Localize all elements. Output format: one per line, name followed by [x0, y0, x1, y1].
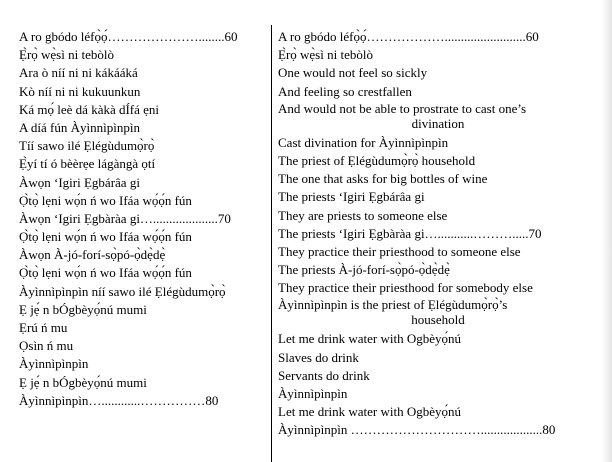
translation-line-text: The priests À-jó-forí-sọ̀pó-ọ̀dẹ̀dẹ̀ — [278, 262, 450, 278]
translation-line — [278, 330, 598, 348]
verse-line: Ara ò níí ni ni kákááká — [19, 65, 138, 81]
translation-line — [278, 170, 598, 188]
translation-line-continuation: household — [411, 312, 465, 328]
verse-line: A ro gbódo léfọ̀ọ́…………………........60 — [19, 29, 238, 44]
translation-line-text: They practice their priesthood for somebody else — [278, 280, 533, 296]
translation-line — [278, 421, 598, 439]
verse-line: Àwọn À-jó-forí-sọ̀pó-ọ̀dẹ̀dẹ̀ — [19, 247, 166, 263]
translation-line-text: And would not be able to prostrate to cast one’s — [278, 100, 527, 116]
translation-line — [278, 134, 598, 152]
translation-line — [278, 188, 598, 206]
verse-line: Ọ̀tọ̀ lẹni wọ́n ń wo Ifáa wọ́ọ́n fún — [19, 265, 192, 281]
translation-line — [278, 367, 598, 385]
translation-line-text: And feeling so crestfallen — [278, 83, 412, 99]
translation-line-continuation: divination — [411, 115, 465, 131]
translation-line-text: Slaves do drink — [278, 349, 359, 365]
translation-line-text: A ro gbódo léfọ̀ọ́……………….........................60 — [278, 29, 539, 44]
verse-line: Àyìnnìpìnpìn — [19, 356, 89, 372]
translation-line — [278, 83, 598, 101]
translation-line — [278, 385, 598, 403]
verse-line: A díá fún Àyìnnìpìnpìn — [19, 119, 140, 135]
verse-line: Ẹ jẹ́ n bÓgbèyọ́nú mumi — [19, 374, 147, 390]
translation-line — [278, 101, 598, 131]
verse-line: Ẹrú ń mu — [19, 320, 68, 335]
translation-line — [278, 243, 598, 261]
translation-line-text: Cast divination for Àyìnnìpìnpìn — [278, 134, 449, 150]
translation-line — [278, 207, 598, 225]
column-divider — [271, 25, 272, 462]
translation-line-text: The priest of Ẹlégùdumọ̀rọ̀ household — [278, 152, 476, 168]
verse-line: Kò níí ni ni kukuunkun — [19, 83, 141, 99]
verse-line: Ọ̀tọ̀ lẹni wọ́n ń wo Ifáa wọ́ọ́n fún — [19, 192, 192, 208]
verse-line: Ọ̀tọ̀ lẹni wọ́n ń wo Ifáa wọ́ọ́n fún — [19, 229, 192, 245]
translation-line-text: Àyìnnìpìnpìn …………………………...................80 — [278, 422, 556, 438]
translation-line-text: One would not feel so sickly — [278, 65, 428, 81]
translation-line-text: The priests ‘Igiri Ẹgbàràa gi…...........……….....70 — [278, 225, 542, 241]
translation-line — [278, 225, 598, 243]
translation-line — [278, 297, 598, 327]
verse-line: Àyìnnìpìnpìn…............……………80 — [19, 392, 219, 408]
translation-line — [278, 152, 598, 170]
translation-line-text: Ẹ̀rọ̀ wẹ̀sì ni tebòlò — [278, 47, 373, 63]
translation-line — [278, 403, 598, 421]
verse-line: Ọsìn ń mu — [19, 338, 74, 354]
verse-line: Ẹ̀yí tí ó bèèrẹe lágàngà ọtí — [19, 156, 156, 172]
translation-line-text: The priests ‘Igiri Ẹgbárâa gi — [278, 189, 425, 205]
translation-line-text: Let me drink water with Ogbèyọ́nú — [278, 331, 462, 347]
translation-line-text: Servants do drink — [278, 367, 370, 383]
translation-line — [278, 349, 598, 367]
verse-line: Ẹ jẹ́ n bÓgbèyọ́nú mumi — [19, 301, 147, 317]
verse-line: Àwọn ‘Igiri Ẹgbárâa gi — [19, 174, 140, 190]
translation-line — [278, 28, 598, 46]
translation-line-text: Àyìnnìpìnpìn — [278, 386, 348, 401]
translation-line — [278, 261, 598, 279]
verse-line: Àwọn ‘Igiri Ẹgbàràa gi…....................70 — [19, 210, 231, 226]
translation-line — [278, 64, 598, 82]
verse-line: Ká mọ́ leè dá kàkà dÍfá ẹni — [19, 101, 160, 117]
translation-line-text: They are priests to someone else — [278, 207, 448, 223]
english-translation-column — [278, 28, 598, 440]
verse-line: Tíí sawo ilé Ẹlégùdumọ̀rọ̀ — [19, 138, 155, 154]
translation-line-text: Let me drink water with Ogbèyọ́nú — [278, 404, 462, 420]
translation-line-text: Àyìnnìpìnpìn is the priest of Ẹlégùdumọ̀rọ̀’s — [278, 297, 508, 313]
translation-line-text: They practice their priesthood to someone else — [278, 243, 521, 259]
translation-line — [278, 279, 598, 297]
translation-line — [278, 46, 598, 64]
verse-line: Àyìnnìpìnpìn níí sawo ilé Ẹlégùdumọ̀rọ̀ — [19, 283, 226, 299]
translation-line-text: The one that asks for big bottles of wine — [278, 171, 488, 187]
verse-line: Ẹ̀rọ̀ wẹ̀sì ni tebòlò — [19, 47, 114, 63]
yoruba-verse-column — [19, 28, 259, 410]
page-edge-shadow — [602, 0, 612, 462]
